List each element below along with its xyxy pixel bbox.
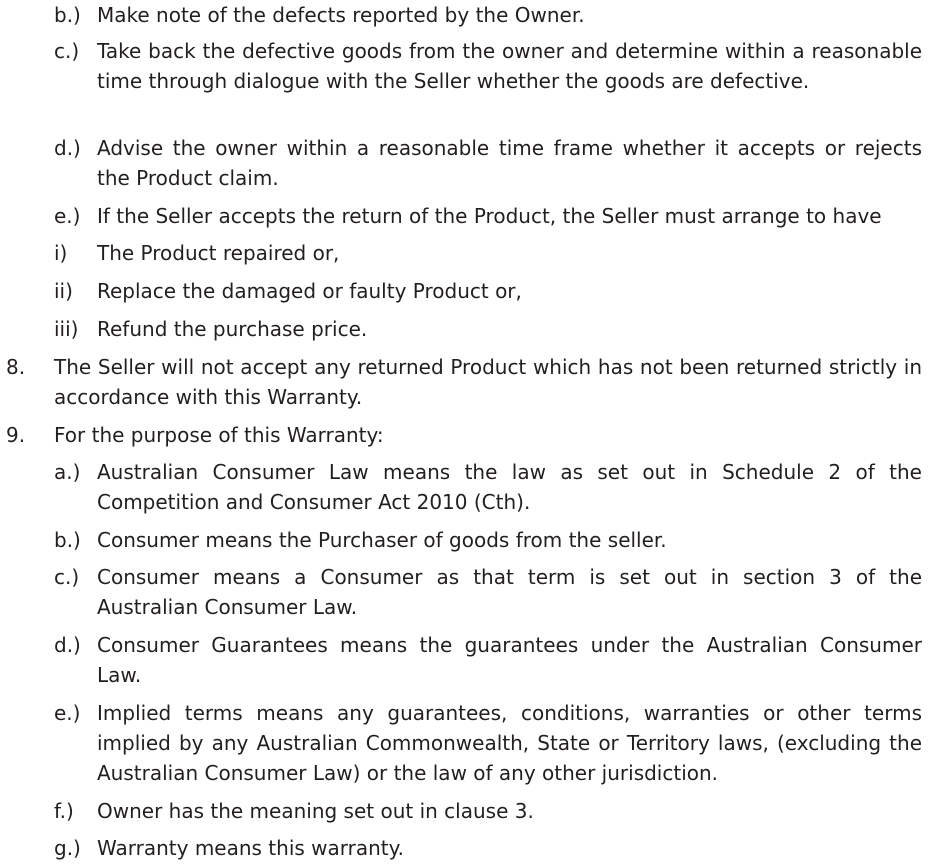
clause-text: The Seller will not accept any returned Product which has not been returned strictly in accordance with this Warranty.	[54, 355, 922, 409]
clause-text: Consumer means a Consumer as that term is set out in section 3 of the Australian Consumer Law.	[97, 565, 922, 619]
clause-text: The Product repaired or,	[97, 241, 340, 265]
clause-text: Refund the purchase price.	[97, 317, 368, 341]
clause-text: Owner has the meaning set out in clause 3.	[97, 799, 534, 823]
clause-text: Consumer means the Purchaser of goods from the seller.	[97, 528, 667, 552]
clause-marker: a.)	[54, 460, 81, 484]
clause-text: Consumer Guarantees means the guarantees under the Australian Consumer Law.	[97, 633, 922, 687]
clause-marker: d.)	[54, 136, 81, 160]
clause-marker: c.)	[54, 565, 80, 589]
clause-text: Make note of the defects reported by the Owner.	[97, 3, 585, 27]
clause-marker: f.)	[54, 799, 74, 823]
clause-marker: c.)	[54, 39, 80, 63]
clause-text: Advise the owner within a reasonable time frame whether it accepts or rejects the Product claim.	[97, 136, 922, 190]
clause-marker: e.)	[54, 204, 81, 228]
clause-marker: e.)	[54, 701, 81, 725]
clause-text: Implied terms means any guarantees, conditions, warranties or other terms implied by any Australian Commonwealth, State or Territory laws, (excluding the Australian Consumer Law) or the law of any other jurisdiction.	[97, 701, 922, 785]
clause-text: Replace the damaged or faulty Product or,	[97, 279, 522, 303]
clause-text: Warranty means this warranty.	[97, 836, 404, 860]
clause-marker: b.)	[54, 3, 81, 27]
clause-marker: b.)	[54, 528, 81, 552]
clause-marker: i)	[54, 241, 68, 265]
clause-marker: iii)	[54, 317, 79, 341]
clause-text: Australian Consumer Law means the law as set out in Schedule 2 of the Competition and Consumer Act 2010 (Cth).	[97, 460, 922, 514]
clause-text: If the Seller accepts the return of the Product, the Seller must arrange to have	[97, 204, 882, 228]
clause-text: Take back the defective goods from the owner and determine within a reasonable time through dialogue with the Seller whether the goods are defective.	[97, 39, 922, 93]
clause-marker: 9.	[6, 423, 26, 447]
clause-marker: g.)	[54, 836, 81, 860]
clause-text: For the purpose of this Warranty:	[54, 423, 384, 447]
clause-marker: d.)	[54, 633, 81, 657]
clause-marker: 8.	[6, 355, 26, 379]
clause-marker: ii)	[54, 279, 73, 303]
